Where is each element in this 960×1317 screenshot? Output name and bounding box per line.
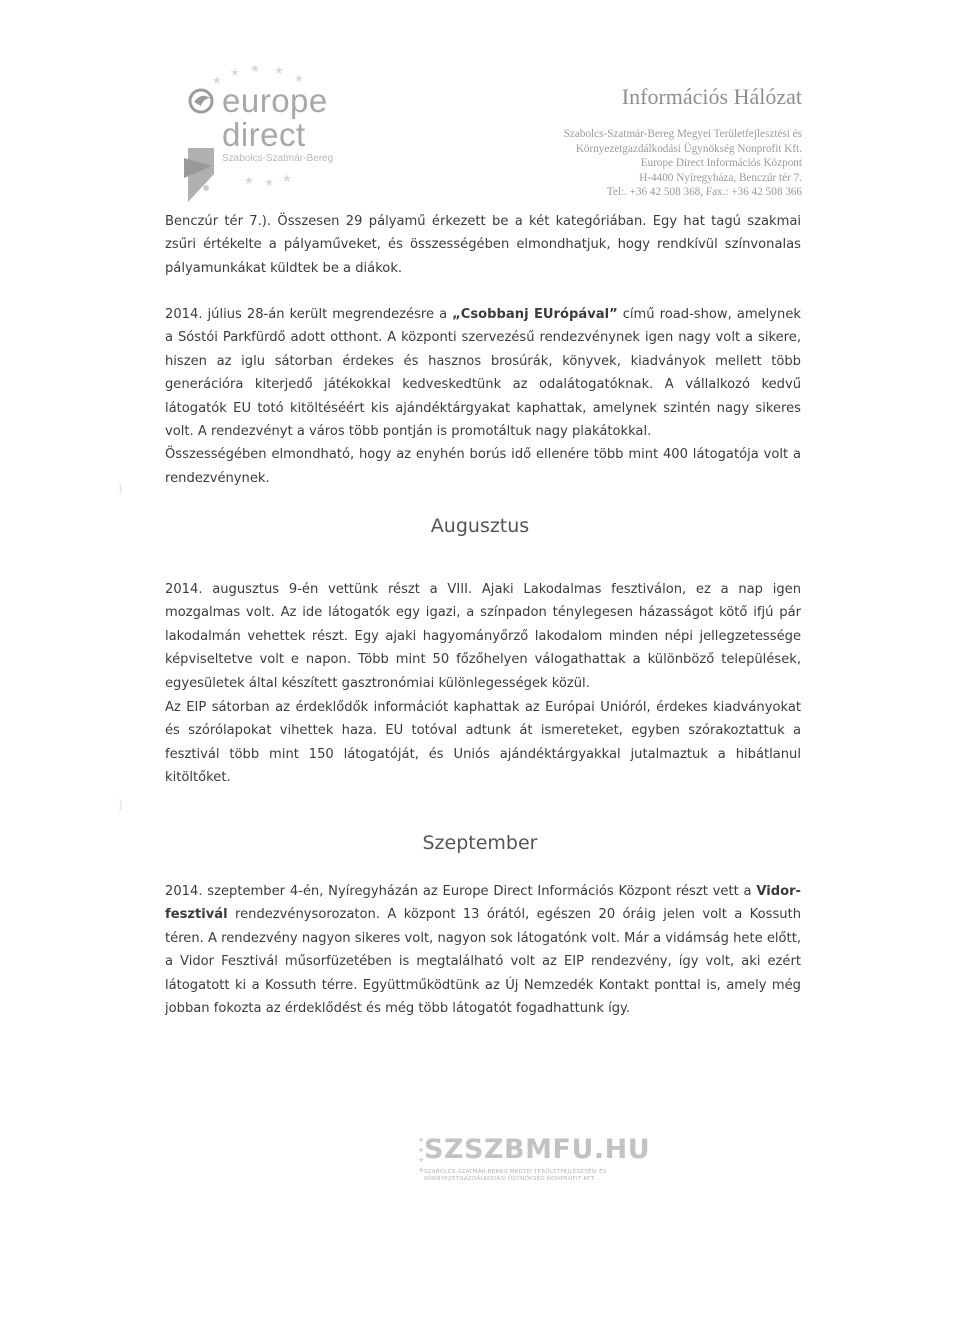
scan-mark: ) [118,798,123,812]
paragraph-ajak [165,578,801,695]
paragraph: Összességében elmondható, hogy az enyhén borús idő ellenére több mint 400 látogatója volt a rendezvénynek. [165,447,801,486]
logo-word-direct: direct [222,116,306,153]
section-heading-september: Szeptember [422,832,538,854]
paragraph: 2014. augusztus 9-én vettünk részt a VIII. Ajaki Lakodalmas fesztiválon, ez a nap igen mozgalmas volt. Az ide látogatók egy igazi, a színpadon ténylegesen házasságot kötő ifjú pár lakodalmán vehettek részt. Egy ajaki hagyományőrző lakodalom minden népi jellegzetessége képviseltetve volt e napon. Több mint 50 főzőhelyen válogathattak a különböző települések, egyesületek által készített gasztronómiai különlegességek közül. [165,582,801,691]
event-name: Vidor-fesztivál [165,884,801,923]
paragraph-text: című road-show, amelynek a Sóstói Parkfürdő adott otthont. A központi szervezésű rendezvénynek igen nagy volt a sikere, hiszen az iglu sátorban érdekes és hasznos brosúrák, könyvek, kiadványok mellett több generációra kiterjedő játékokkal kedveskedtünk az odalátogatóknak. A vállalkozó kedvű látogatók EU totó kitöltéséért kis ajándéktárgyakat kaphattak, amelynek szintén nagy sikeres volt. A rendezvényt a város több pontján is promotáltuk nagy plakátokkal. [165,307,801,440]
paragraph-text: rendezvénysorozaton. A központ 13 órától, egészen 20 óráig jelen volt a Kossuth téren. A rendezvény nagyon sikeres volt, nagyon sok látogatónk volt. Már a vidámság hete előtt, a Vidor Fesztivál műsorfüzetében is megtalálható volt az EIP rendezvény, így volt, aki ezért látogatott ki a Kossuth térre. Együttműködtünk az Új Nemzedék Kontakt ponttal is, amely még jobban fokozta az érdeklődést és még több látogatót fogadhattunk így. [165,907,801,1017]
paragraph-text: 2014. szeptember 4-én, Nyíregyházán az Europe Direct Információs Központ részt vett a [165,884,757,899]
paragraph [165,880,801,1020]
paragraph-eip-tent [165,696,801,790]
star-icon: ★ [244,174,254,187]
szszbmfu-logo [418,1132,658,1192]
logo-word-europe: europe [222,82,328,119]
paragraph-text: 2014. július 28-án került megrendezésre a [165,307,453,322]
star-icon: ★ [212,74,222,87]
svg-text:★: ★ [418,1166,425,1174]
scan-mark: ) [118,482,123,496]
flag-icon [184,148,218,202]
paragraph: Benczúr tér 7.). Összesen 29 pályamű érkezett be a két kategóriában. Egy hat tagú szakmai zsűri értékelte a pályaműveket, és összességében elmondhatjuk, hogy rendkívül színvonalas pályamunkákat küldtek be a diákok. [165,214,801,276]
event-name: „Csobbanj EUrópával” [452,307,618,322]
logo-subtitle: Szabolcs-Szatmár-Bereg [222,153,334,164]
svg-text:★: ★ [418,1156,425,1164]
paragraph [165,303,801,443]
star-icon: ★ [282,172,292,185]
address-line: Europe Direct Információs Központ [640,157,802,169]
header-info [564,84,802,200]
star-icon: ★ [294,72,304,85]
address-line: Tel:. +36 42 508 368, Fax.: +36 42 508 366 [606,186,802,198]
svg-text:★: ★ [418,1136,425,1144]
star-icon: ★ [264,176,274,189]
address-line: H-4400 Nyíregyháza, Benczúr tér 7. [639,171,802,184]
section-heading-august: Augusztus [430,515,530,537]
dove-icon [188,88,218,114]
paragraph: Az EIP sátorban az érdeklődők információt kaphattak az Európai Unióról, érdekes kiadványokat és szórólapokat vihettek haza. EU totóval adtunk át ismereteket, egyben szórakoztattuk a fesztivál több mint 150 látogatóját, és Uniós ajándéktárgyakkal jutalmaztuk a hibátlanul kitöltőket. [165,700,801,786]
star-icon: ★ [274,64,284,77]
europe-direct-logo [178,62,388,202]
address-line: Környezetgazdálkodási Ügynökség Nonprofit Kft. [575,142,802,155]
address-line: Szabolcs-Szatmár-Bereg Megyei Területfejlesztési és [563,128,802,140]
footer-line: KÖRNYEZETGAZDÁLKODÁSI ÜGYNÖKSÉG NONPROFIT KFT. [424,1176,596,1182]
footer-line: SZABOLCS-SZATMÁR-BEREG MEGYEI TERÜLETFEJLESZTÉSI ÉS [424,1169,607,1175]
paragraph-vidor [165,880,801,1020]
star-icon: ★ [230,66,240,79]
header-title: Információs Hálózat [621,84,802,109]
paragraph-roadshow [165,303,801,490]
star-icon: ★ [250,62,260,75]
paragraph-csobbanj-intro [165,210,801,280]
svg-text:★: ★ [418,1146,425,1154]
footer-logo-name: SZSZBMFU.HU [424,1134,651,1165]
